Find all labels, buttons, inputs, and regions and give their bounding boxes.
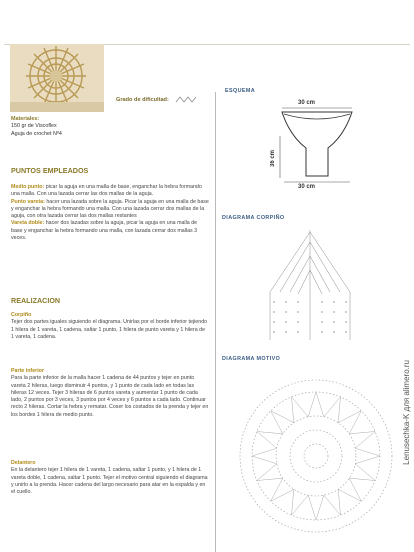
stitch-single-key: Medio punto:: [11, 184, 45, 190]
motif-petal: [349, 464, 375, 481]
stitches-title: PUNTOS EMPLEADOS: [11, 166, 89, 175]
motif-petal: [257, 432, 283, 449]
scissors-rating-icon: [175, 96, 197, 106]
motif-petal: [292, 489, 309, 515]
bodice-diagram-label: DIAGRAMA CORPIÑO: [222, 215, 285, 221]
motif-petal: [349, 432, 375, 449]
stitches-text: [11, 184, 209, 242]
schema-label: ESQUEMA: [225, 88, 256, 94]
motif-petal: [271, 478, 294, 501]
watermark: Lenusechka-K для alimero.ru: [402, 360, 411, 465]
stitch-treble-key: Punto vareta:: [11, 198, 45, 205]
bodice-text: Tejer dos partes iguales siguiendo el diagrama. Unirlas por el borde inferior tejiendo 1 hilera de 1 vareta, 1 cadena, saltar 1 punto, 1 hilera de punto vareta y 1 hilera de 1 vareta, 1 cadena.: [11, 319, 208, 340]
lower-subtitle: Parte inferior: [11, 368, 44, 374]
motif-petal: [338, 478, 361, 501]
stitch-single-text: picar la aguja en una malla de base, enganchar la hebra formando una malla. Con una lazada cerrar las dos mallas de la aguja.: [11, 184, 202, 198]
motif-petal: [338, 411, 361, 434]
column-divider: [215, 92, 216, 552]
bodice-diagram: [240, 222, 380, 342]
bodice-subtitle: Corpiño: [11, 312, 32, 318]
dim-side: 36 cm: [270, 150, 276, 168]
motif-petal: [271, 411, 294, 434]
realization-title: REALIZACION: [11, 296, 61, 305]
front-subtitle: Delantero: [11, 460, 36, 466]
stitch-treble-text: hacer una lazada sobre la aguja. Picar la aguja en una malla de base y enganchar la hebra formando una malla. Con una lazada cerrar dos mallas de la aguja, con otra lazada cerrar las dos mallas restantes: [11, 198, 209, 220]
stitch-double-key: Vareta doble:: [11, 220, 45, 227]
materials-hook: Aguja de crochet Nº4: [11, 130, 62, 137]
realization-front: [11, 460, 209, 496]
materials-title: Materiales:: [11, 116, 40, 122]
dim-top: 30 cm: [298, 100, 316, 106]
dim-bottom: 30 cm: [298, 184, 316, 190]
motif-diagram: [236, 366, 396, 546]
front-text: En la delantero tejer 1 hilera de 1 vareta, 1 cadena, saltar 1 punto, y 1 hilera de 1 vareta doble, 1 cadena, saltar 1 punto. Tejer el motivo central siguiendo el diagrama y unirlo a la prenda. Hacer cadena del largo necesario para atar en la espalda y en el cuello.: [11, 467, 208, 496]
stitch-double-text: hacer dos lazadas sobre la aguja, picar la aguja en una malla de base y enganchar la hebra formando una malla, con lazada cerrar dos mallas 3 veces.: [11, 220, 198, 242]
lower-text: Para la parte inferior de la malla hacer 1 cadena de 44 puntos y tejer en punto vareta 2 hileras, luego disminuir 4 puntos, y 1 punto de cada lado en todas las hileras 12 veces. Tejer 3 hileras de 6 puntos vareta y aumentar 1 punto de cada lado, 2 puntos por 3 veces, 3 puntos por 4 veces y 6 puntos a cada lado. Continuar recto 2 hileras. Cortar la hebra y rematar. Coser los costados de la prenda y tejer en los bordes 1 hilera de medio punto.: [11, 375, 209, 418]
motif-petal: [308, 392, 324, 417]
materials-yarn: 150 gr de Viscoflex: [11, 123, 57, 130]
motif-diagram-label: DIAGRAMA MOTIVO: [222, 356, 281, 362]
motif-petal: [324, 397, 341, 423]
schema-diagram: [220, 96, 400, 196]
difficulty-label: Grado de dificultad:: [116, 97, 169, 103]
motif-petal: [292, 397, 309, 423]
motif-petal: [252, 448, 277, 464]
materials-block: [11, 116, 101, 138]
product-photo: [10, 44, 104, 112]
realization-bodice: [11, 312, 209, 341]
motif-petal: [324, 489, 341, 515]
realization-lower: [11, 368, 209, 419]
motif-petal: [257, 464, 283, 481]
motif-petal: [355, 448, 380, 464]
motif-petal: [308, 495, 324, 520]
